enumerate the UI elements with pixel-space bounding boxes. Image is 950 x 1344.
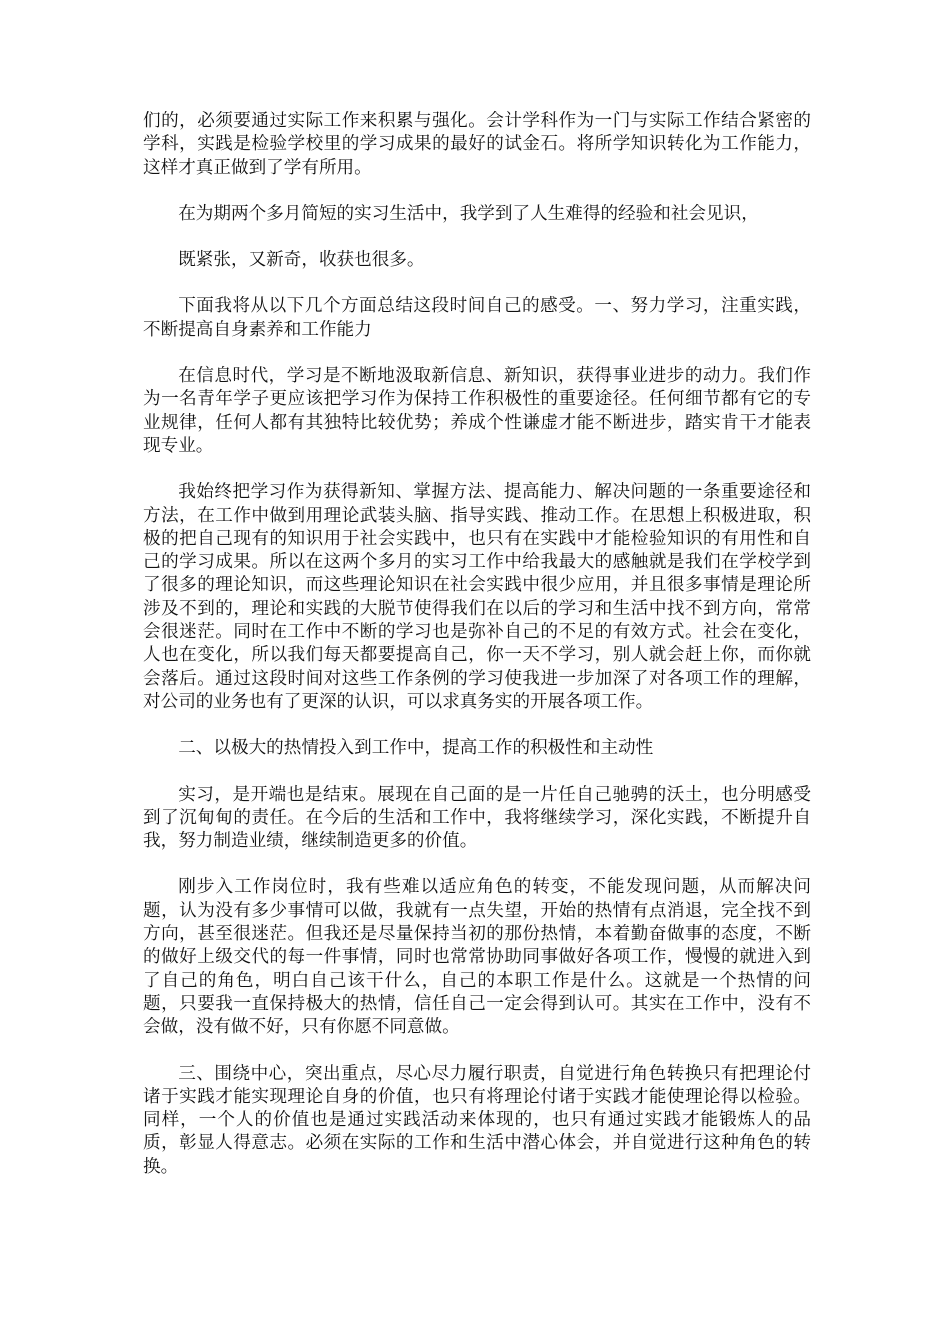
paragraph-4: 下面我将从以下几个方面总结这段时间自己的感受。一、努力学习，注重实践，不断提高自身素养和工作能力	[143, 296, 811, 340]
section-heading-2: 二、以极大的热情投入到工作中，提高工作的积极性和主动性	[178, 738, 654, 759]
paragraph-6: 我始终把学习作为获得新知、掌握方法、提高能力、解决问题的一条重要途径和方法，在工作中做到用理论武装头脑、指导实践、推动工作。在思想上积极进取，积极的把自己现有的知识用于社会实践中，也只有在实践中才能检验知识的有用性和自己的学习成果。所以在这两个多月的实习工作中给我最大的感触就是我们在学校学到了很多的理论知识，而这些理论知识在社会实践中很少应用，并且很多事情是理论所涉及不到的，理论和实践的大脱节使得我们在以后的学习和生活中找不到方向，常常会很迷茫。同时在工作中不断的学习也是弥补自己的不足的有效方式。社会在变化，人也在变化，所以我们每天都要提高自己，你一天不学习，别人就会赶上你，而你就会落后。通过这段时间对这些工作条例的学习使我进一步加深了对各项工作的理解，对公司的业务也有了更深的认识，可以求真务实的开展各项工作。	[143, 482, 811, 712]
document-body	[143, 110, 811, 1202]
paragraph-8: 实习，是开端也是结束。展现在自己面的是一片任自己驰骋的沃土，也分明感受到了沉甸甸的责任。在今后的生活和工作中，我将继续学习，深化实践，不断提升自我，努力制造业绩，继续制造更多的价值。	[143, 784, 811, 852]
paragraph-5: 在信息时代，学习是不断地汲取新信息、新知识，获得事业进步的动力。我们作为一名青年学子更应该把学习作为保持工作积极性的重要途径。任何细节都有它的专业规律，任何人都有其独特比较优势；养成个性谦虚才能不断进步，踏实肯干才能表现专业。	[143, 366, 811, 456]
paragraph-10: 三、围绕中心，突出重点，尽心尽力履行职责，自觉进行角色转换只有把理论付诸于实践才能实现理论自身的价值，也只有将理论付诸于实践才能使理论得以检验。同样，一个人的价值也是通过实践活动来体现的，也只有通过实践才能锻炼人的品质，彰显人得意志。必须在实际的工作和生活中潜心体会，并自觉进行这种角色的转换。	[143, 1063, 811, 1177]
paragraph-2: 在为期两个多月简短的实习生活中，我学到了人生难得的经验和社会见识，	[178, 203, 759, 224]
paragraph-1: 们的，必须要通过实际工作来积累与强化。会计学科作为一门与实际工作结合紧密的学科，实践是检验学校里的学习成果的最好的试金石。将所学知识转化为工作能力，这样才真正做到了学有所用。	[143, 111, 811, 178]
paragraph-3: 既紧张，又新奇，收获也很多。	[178, 250, 425, 271]
paragraph-9: 刚步入工作岗位时，我有些难以适应角色的转变，不能发现问题，从而解决问题，认为没有多少事情可以做，我就有一点失望，开始的热情有点消退，完全找不到方向，甚至很迷茫。但我还是尽量保持当初的那份热情，本着勤奋做事的态度，不断的做好上级交代的每一件事情，同时也常常协助同事做好各项工作，慢慢的就进入到了自己的角色，明白自己该干什么，自己的本职工作是什么。这就是一个热情的问题，只要我一直保持极大的热情，信任自己一定会得到认可。其实在工作中，没有不会做，没有做不好，只有你愿不同意做。	[143, 877, 811, 1038]
